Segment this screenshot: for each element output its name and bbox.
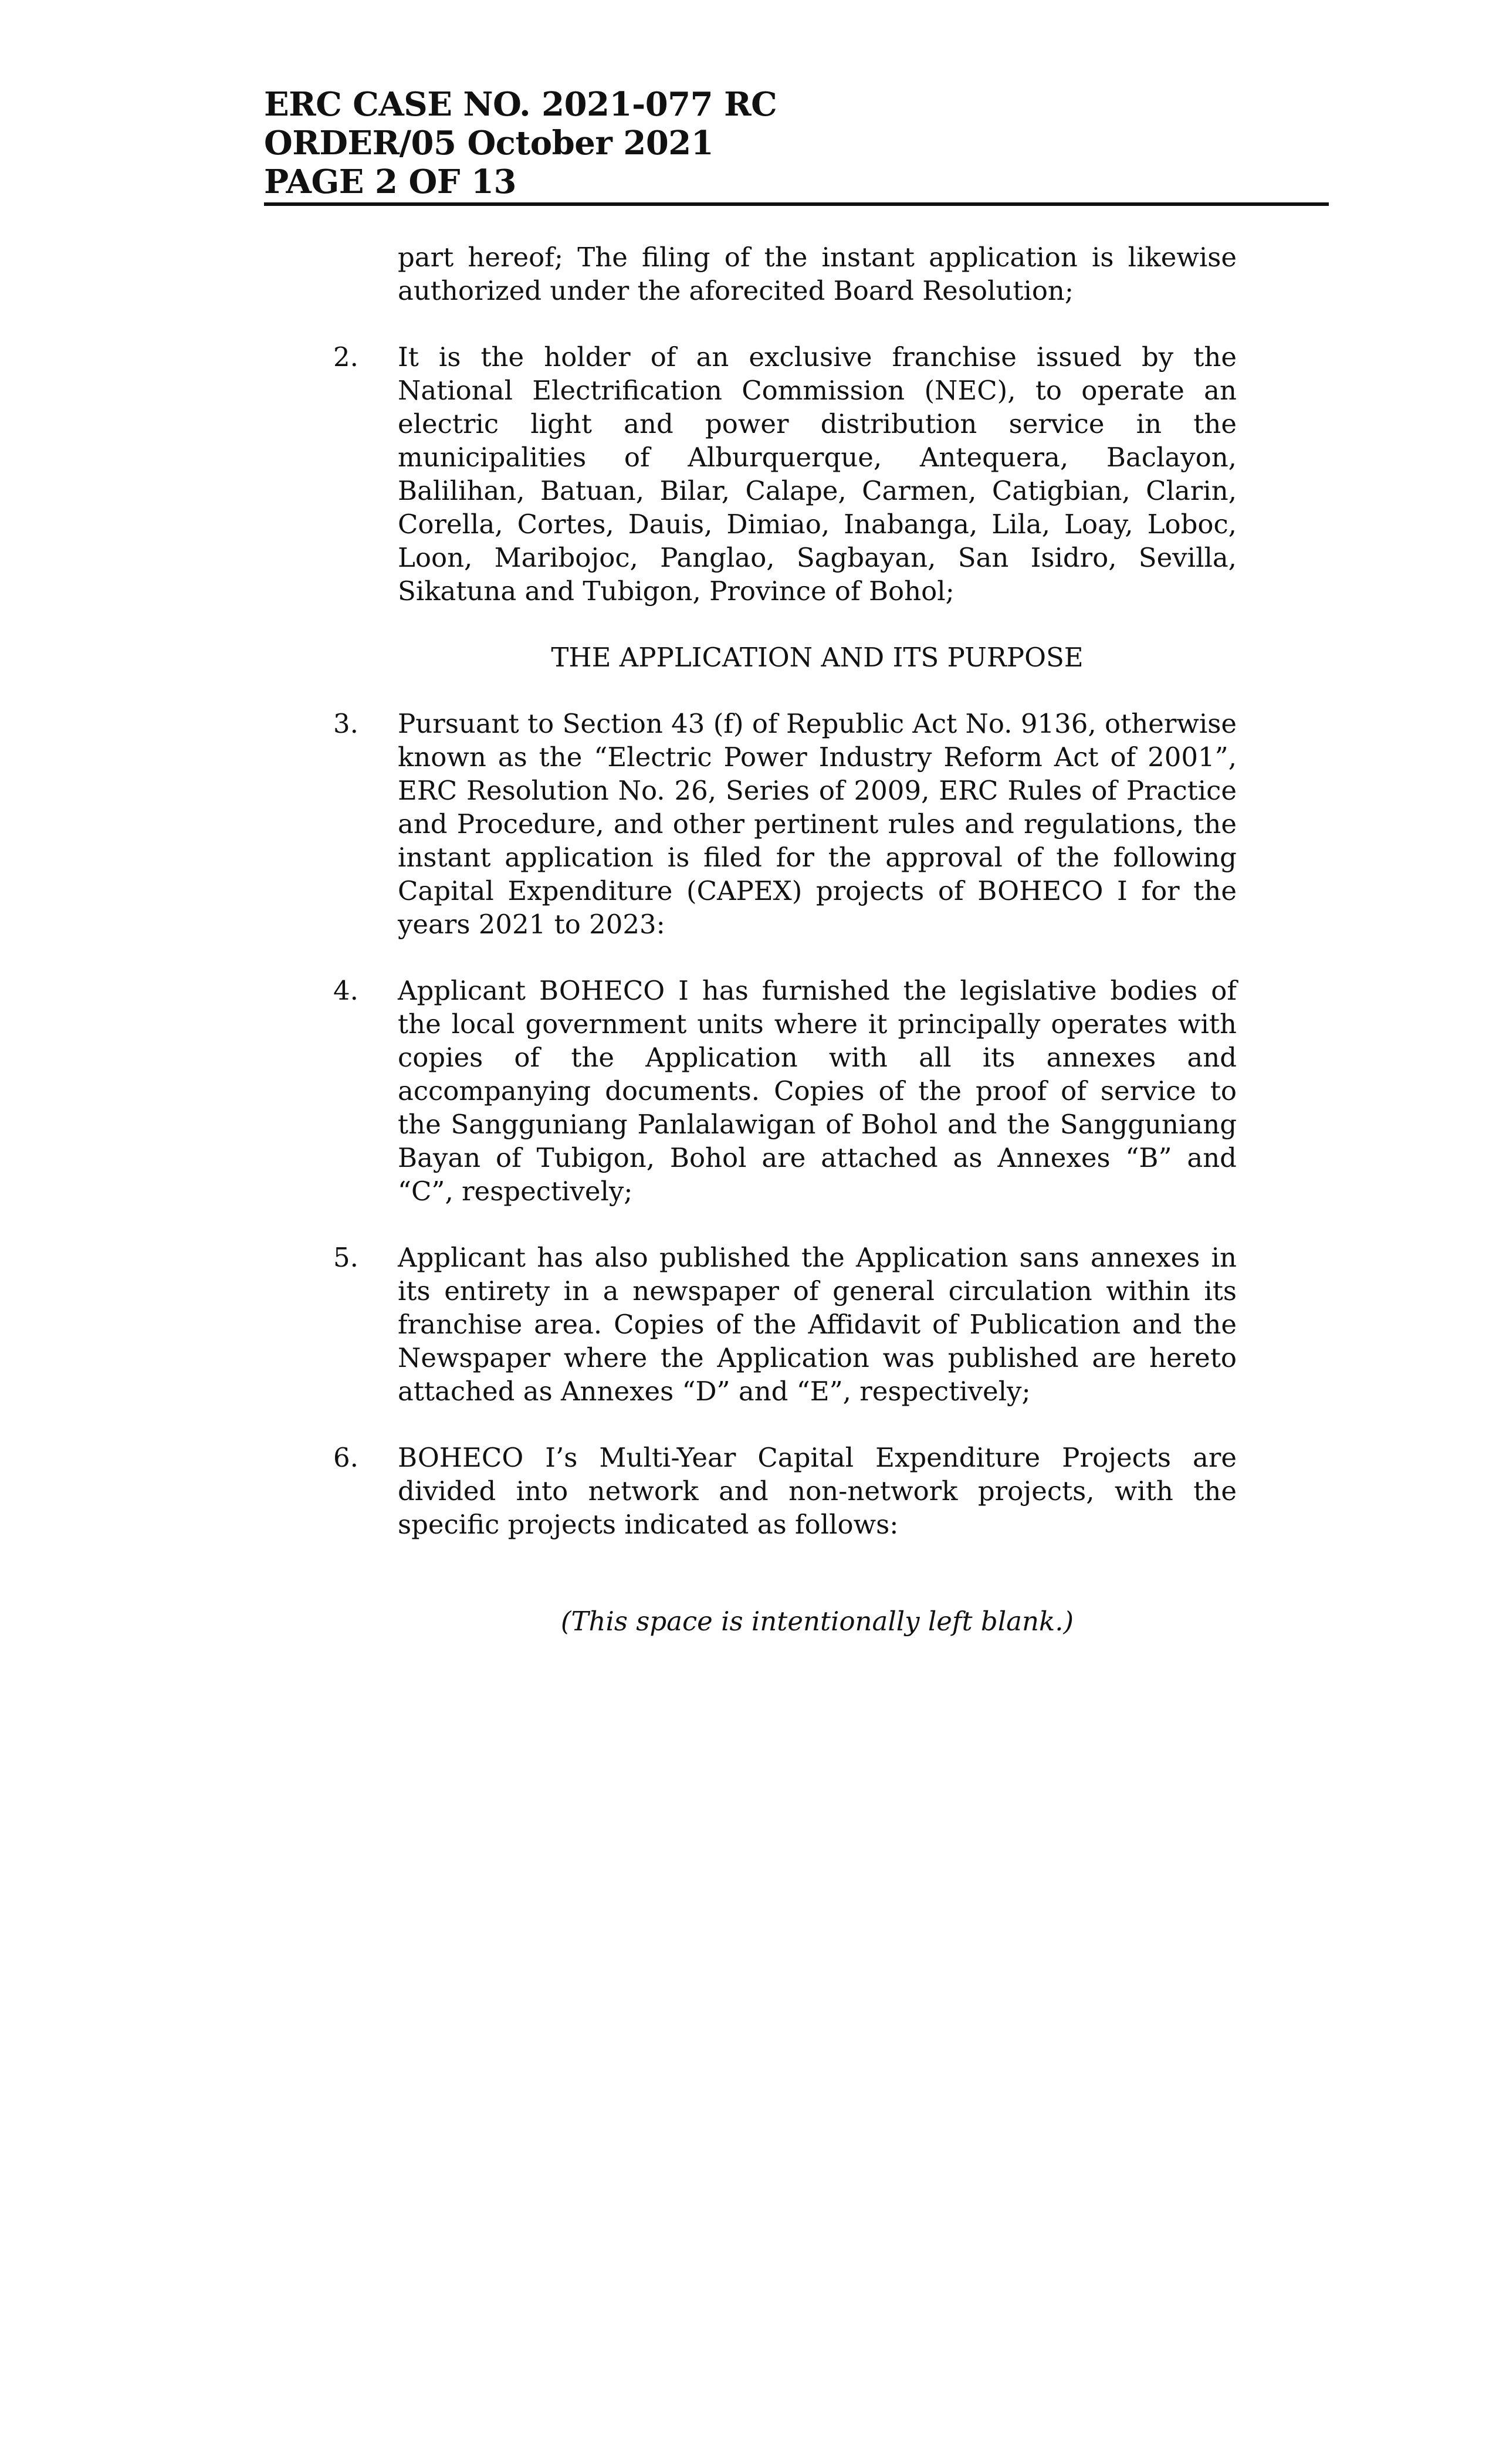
paragraph-text: Applicant BOHECO I has furnished the legislative bodies of the local government units where it principally operates with copies of the Application with all its annexes and accompanying documents. Copies of the proof of service to the Sangguniang Panlalawigan of Bohol and the Sangguniang Bayan of Tubigon, Bohol are attached as Annexes “B” and “C”, respectively; — [398, 975, 1237, 1207]
paragraph-6 — [333, 1441, 1237, 1541]
document-header — [264, 85, 1329, 206]
paragraph-text: part hereof; The filing of the instant application is likewise authorized under the aforecited Board Resolution; — [398, 242, 1237, 306]
paragraph-3 — [333, 707, 1237, 941]
paragraph-number: 4. — [333, 975, 358, 1006]
case-number: ERC CASE NO. 2021-077 RC — [264, 85, 777, 124]
page-number: PAGE 2 OF 13 — [264, 163, 516, 201]
paragraph-number: 3. — [333, 708, 358, 739]
paragraph-4 — [333, 974, 1237, 1208]
paragraph-number: 6. — [333, 1442, 358, 1473]
paragraph-2 — [333, 340, 1237, 608]
blank-space-note: (This space is intentionally left blank.) — [560, 1606, 1074, 1637]
paragraph-number: 5. — [333, 1242, 358, 1273]
paragraph-text: Pursuant to Section 43 (f) of Republic Act No. 9136, otherwise known as the “Electric Power Industry Reform Act of 2001”, ERC Resolution No. 26, Series of 2009, ERC Rules of Practice and Procedure, and other pertinent rules and regulations, the instant application is filed for the approval of the following Capital Expenditure (CAPEX) projects of BOHECO I for the years 2021 to 2023: — [398, 708, 1237, 940]
paragraph-text: Applicant has also published the Application sans annexes in its entirety in a newspaper of general circulation within its franchise area. Copies of the Affidavit of Publication and the Newspaper where the Application was published are hereto attached as Annexes “D” and “E”, respectively; — [398, 1242, 1237, 1407]
section-heading: THE APPLICATION AND ITS PURPOSE — [551, 642, 1084, 673]
document-body — [333, 241, 1237, 1574]
paragraph-5 — [333, 1241, 1237, 1408]
order-date: ORDER/05 October 2021 — [264, 124, 714, 163]
paragraph-text: BOHECO I’s Multi-Year Capital Expenditure Projects are divided into network and non-network projects, with the specific projects indicated as follows: — [398, 1442, 1237, 1540]
paragraph-text: It is the holder of an exclusive franchise issued by the National Electrification Commission (NEC), to operate an electric light and power distribution service in the municipalities of Alburquerque, Antequera, Baclayon, Balilihan, Batuan, Bilar, Calape, Carmen, Catigbian, Clarin, Corella, Cortes, Dauis, Dimiao, Inabanga, Lila, Loay, Loboc, Loon, Maribojoc, Panglao, Sagbayan, San Isidro, Sevilla, Sikatuna and Tubigon, Province of Bohol; — [398, 341, 1237, 607]
paragraph-continuation — [398, 241, 1237, 307]
paragraph-number: 2. — [333, 341, 358, 373]
